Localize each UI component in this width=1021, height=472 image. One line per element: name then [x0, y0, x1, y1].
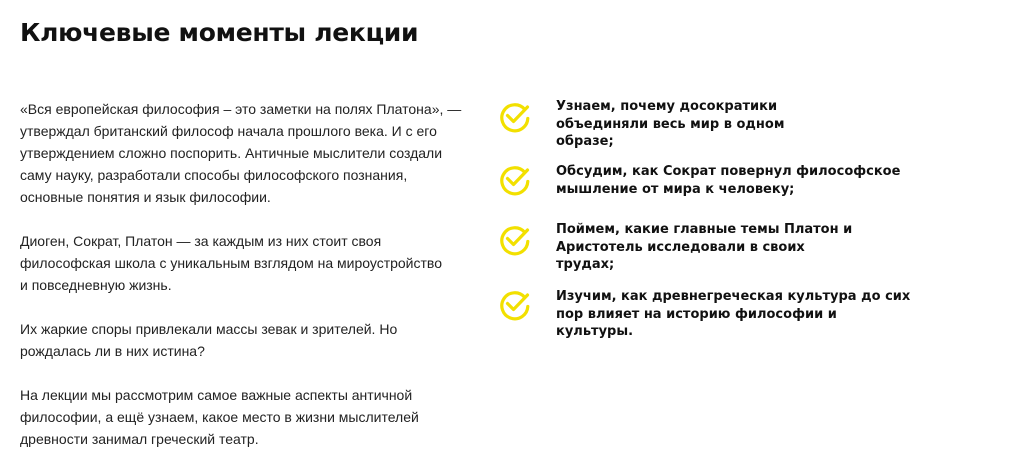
description-paragraph-3: Их жаркие споры привлекали массы зевак и зрителей. Но рождалась ли в них истина?	[20, 321, 398, 359]
key-point-text: Узнаем, почему досократики объединяли весь мир в одном образе;	[556, 99, 785, 149]
check-circle-icon	[497, 221, 533, 257]
key-point-text: Поймем, какие главные темы Платон и Аристотель исследовали в своих трудах;	[556, 222, 853, 272]
description-paragraph-1: «Вся европейская философия – это заметки на полях Платона», — утверждал британский философ начала прошлого века. И с его утверждением сложно поспорить. Античные мыслители создали саму науку, разработали способы философского познания, основные понятия и язык философии.	[20, 101, 462, 205]
lecture-description	[20, 98, 480, 472]
check-circle-icon	[497, 98, 533, 134]
key-point-text: Обсудим, как Сократ повернул философское мышление от мира к человеку;	[556, 164, 901, 197]
section-title: Ключевые моменты лекции	[20, 18, 419, 47]
key-point-text: Изучим, как древнегреческая культура до сих пор влияет на историю философии и культуры.	[556, 289, 911, 339]
description-paragraph-2: Диоген, Сократ, Платон — за каждым из них стоит своя философская школа с уникальным взглядом на мироустройство и повседневную жизнь.	[20, 233, 442, 293]
check-circle-icon	[497, 286, 533, 322]
description-paragraph-4: На лекции мы рассмотрим самое важные аспекты античной философии, а ещё узнаем, какое место в жизни мыслителей древности занимал греческий театр.	[20, 387, 419, 447]
check-circle-icon	[497, 161, 533, 197]
